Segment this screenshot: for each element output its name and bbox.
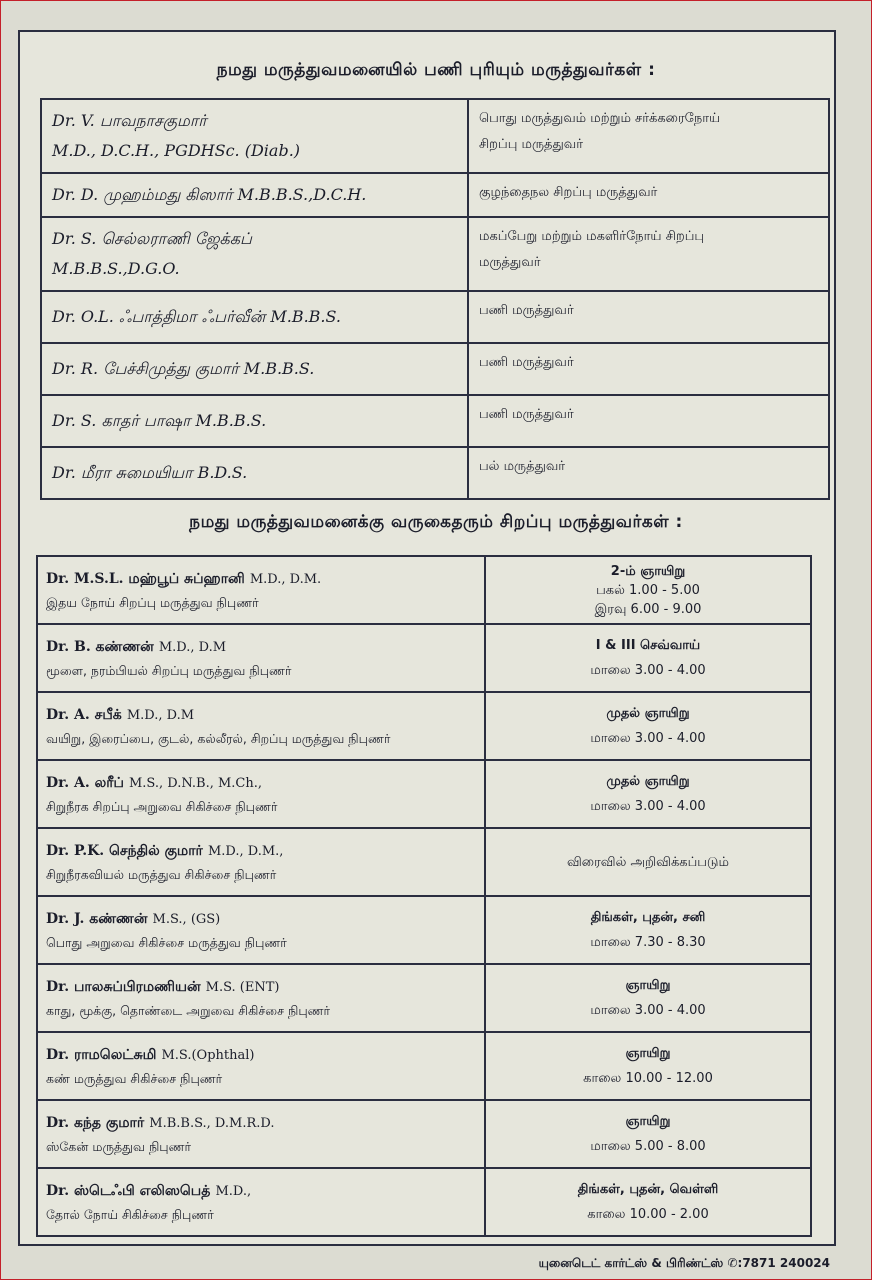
doctor-role: மகப்பேறு மற்றும் மகளிர்நோய் சிறப்பு	[479, 229, 705, 244]
doctor-qualification: M.B.B.S.,D.G.O.	[52, 259, 180, 278]
table-row	[41, 395, 829, 447]
table-row	[37, 964, 811, 1032]
table-row	[37, 896, 811, 964]
doctor-qualification: M.D., D.M	[158, 640, 227, 655]
doctor-cell	[41, 173, 468, 217]
doctor-qualification: M.D.,	[215, 1184, 252, 1199]
doctor-role-line2: சிறப்பு மருத்துவர்	[479, 137, 583, 152]
doctor-cell	[37, 828, 485, 896]
table-row	[41, 343, 829, 395]
table-row	[41, 173, 829, 217]
visit-time: மாலை 3.00 - 4.00	[590, 731, 706, 746]
doctor-cell	[37, 964, 485, 1032]
doctor-specialty: ஸ்கேன் மருத்துவ நிபுணர்	[46, 1139, 192, 1154]
doctor-name: Dr. ஸ்டெஃபி எலிஸபெத்	[46, 1183, 211, 1199]
doctor-name: Dr. B. கண்ணன்	[46, 639, 154, 655]
visit-day: ஞாயிறு	[625, 978, 671, 993]
visit-day: I & III செவ்வாய்	[595, 638, 701, 653]
doctor-cell	[37, 556, 485, 624]
visit-time: மாலை 3.00 - 4.00	[590, 1003, 706, 1018]
doctor-specialty: மூளை, நரம்பியல் சிறப்பு மருத்துவ நிபுணர்	[46, 663, 292, 678]
visit-time: மாலை 5.00 - 8.00	[590, 1139, 706, 1154]
doctor-qualification: M.S., (GS)	[152, 912, 221, 927]
doctor-role: குழந்தைநல சிறப்பு மருத்துவர்	[479, 185, 658, 200]
table-row	[41, 99, 829, 173]
visit-time-2: இரவு 6.00 - 9.00	[594, 601, 702, 617]
visit-day: முதல் ஞாயிறு	[606, 774, 690, 789]
schedule-cell	[485, 692, 811, 760]
table-row	[37, 1032, 811, 1100]
doctor-name: Dr. S. செல்லராணி ஜேக்கப்	[52, 229, 252, 248]
doctor-name: Dr. மீரா சுமையியா B.D.S.	[52, 463, 248, 482]
doctor-role: பணி மருத்துவர்	[479, 303, 574, 318]
visit-day: ஞாயிறு	[625, 1114, 671, 1129]
role-cell	[468, 217, 829, 291]
visit-time: மாலை 7.30 - 8.30	[590, 935, 706, 950]
doctor-cell	[41, 99, 468, 173]
schedule-cell	[485, 1168, 811, 1236]
doctor-role-line2: மருத்துவர்	[479, 255, 541, 270]
doctor-cell	[41, 447, 468, 499]
doctor-qualification: M.D., D.M	[126, 708, 195, 723]
visiting-doctors-table	[36, 555, 812, 1237]
doctor-cell	[41, 395, 468, 447]
schedule-cell	[485, 828, 811, 896]
visiting-doctors-heading: நமது மருத்துவமனைக்கு வருகைதரும் சிறப்பு மருத்துவர்கள் :	[189, 512, 683, 532]
doctor-role: பல் மருத்துவர்	[479, 459, 566, 474]
table-row	[41, 291, 829, 343]
visit-time: பகல் 1.00 - 5.00	[596, 582, 700, 598]
schedule-cell	[485, 760, 811, 828]
table-row	[37, 556, 811, 624]
table-row	[41, 447, 829, 499]
visit-day: 2-ம் ஞாயிறு	[610, 563, 686, 579]
doctor-specialty: வயிறு, இரைப்பை, குடல், கல்லீரல், சிறப்பு மருத்துவ நிபுணர்	[46, 731, 391, 746]
doctor-cell	[41, 291, 468, 343]
doctor-cell	[37, 1032, 485, 1100]
doctor-qualification: M.D., D.C.H., PGDHSc. (Diab.)	[52, 141, 301, 160]
doctor-name: Dr. A. சபீக்	[46, 707, 122, 723]
visit-day: திங்கள், புதன், சனி	[590, 910, 706, 925]
schedule-cell	[485, 896, 811, 964]
doctor-name: Dr. பாலசுப்பிரமணியன்	[46, 979, 201, 995]
table-row	[37, 692, 811, 760]
visit-time: காலை 10.00 - 2.00	[587, 1207, 709, 1222]
resident-doctors-heading: நமது மருத்துவமனையில் பணி புரியும் மருத்துவர்கள் :	[216, 60, 656, 80]
doctor-specialty: பொது அறுவை சிகிச்சை மருத்துவ நிபுணர்	[46, 935, 287, 950]
doctor-name: Dr. A. லரீப்	[46, 775, 124, 791]
doctor-name: Dr. R. பேச்சிமுத்து குமார் M.B.B.S.	[52, 359, 315, 378]
table-row	[41, 217, 829, 291]
doctor-specialty: சிறுநீரகவியல் மருத்துவ சிகிச்சை நிபுணர்	[46, 867, 277, 882]
doctor-name: Dr. D. முஹம்மது கிஸார் M.B.B.S.,D.C.H.	[52, 185, 367, 204]
resident-doctors-table	[40, 98, 830, 500]
doctor-specialty: காது, மூக்கு, தொண்டை அறுவை சிகிச்சை நிபுணர்	[46, 1003, 331, 1018]
doctor-name: Dr. J. கண்ணன்	[46, 911, 148, 927]
visit-time: காலை 10.00 - 12.00	[583, 1071, 713, 1086]
doctor-cell	[37, 896, 485, 964]
role-cell	[468, 173, 829, 217]
doctor-qualification: M.B.B.S., D.M.R.D.	[149, 1116, 275, 1131]
doctor-qualification: M.S., D.N.B., M.Ch.,	[128, 776, 262, 791]
visit-day: முதல் ஞாயிறு	[606, 706, 690, 721]
doctor-qualification: M.S. (ENT)	[205, 980, 280, 995]
visit-time: விரைவில் அறிவிக்கப்படும்	[567, 854, 729, 870]
visit-day: ஞாயிறு	[625, 1046, 671, 1061]
visit-day: திங்கள், புதன், வெள்ளி	[577, 1182, 719, 1197]
table-row	[37, 1168, 811, 1236]
doctor-cell	[37, 1168, 485, 1236]
doctor-qualification: M.D., D.M.	[249, 572, 322, 587]
schedule-cell	[485, 556, 811, 624]
doctor-qualification: M.S.(Ophthal)	[161, 1048, 255, 1063]
doctor-name: Dr. O.L. ஃபாத்திமா ஃபர்வீன் M.B.B.S.	[52, 307, 341, 326]
doctor-specialty: கண் மருத்துவ சிகிச்சை நிபுணர்	[46, 1071, 223, 1086]
doctor-name: Dr. கந்த குமார்	[46, 1115, 145, 1131]
visit-time: மாலை 3.00 - 4.00	[590, 799, 706, 814]
doctor-role: பொது மருத்துவம் மற்றும் சர்க்கரைநோய்	[479, 111, 721, 126]
printer-footer: யுனைடெட் கார்ட்ஸ் & பிரிண்ட்ஸ் ✆:7871 240024	[538, 1256, 830, 1270]
doctor-specialty: இதய நோய் சிறப்பு மருத்துவ நிபுணர்	[46, 595, 259, 610]
doctor-name: Dr. ராமலெட்சுமி	[46, 1047, 157, 1063]
doctor-name: Dr. P.K. செந்தில் குமார்	[46, 843, 203, 859]
schedule-cell	[485, 964, 811, 1032]
visit-time: மாலை 3.00 - 4.00	[590, 663, 706, 678]
role-cell	[468, 291, 829, 343]
doctor-cell	[37, 1100, 485, 1168]
schedule-cell	[485, 1032, 811, 1100]
doctor-cell	[37, 760, 485, 828]
doctor-specialty: சிறுநீரக சிறப்பு அறுவை சிகிச்சை நிபுணர்	[46, 799, 278, 814]
table-row	[37, 1100, 811, 1168]
role-cell	[468, 395, 829, 447]
doctor-qualification: M.D., D.M.,	[207, 844, 284, 859]
doctor-name: Dr. V. பாவநாசகுமார்	[52, 111, 207, 130]
doctor-cell	[37, 624, 485, 692]
doctor-name: Dr. S. காதர் பாஷா M.B.B.S.	[52, 411, 267, 430]
doctor-cell	[41, 343, 468, 395]
table-row	[37, 624, 811, 692]
doctor-specialty: தோல் நோய் சிகிச்சை நிபுணர்	[46, 1207, 214, 1222]
schedule-cell	[485, 1100, 811, 1168]
doctor-cell	[41, 217, 468, 291]
role-cell	[468, 447, 829, 499]
doctor-role: பணி மருத்துவர்	[479, 355, 574, 370]
doctor-role: பணி மருத்துவர்	[479, 407, 574, 422]
role-cell	[468, 99, 829, 173]
table-row	[37, 760, 811, 828]
doctor-cell	[37, 692, 485, 760]
doctor-name: Dr. M.S.L. மஹ்பூப் சுப்ஹானி	[46, 571, 245, 587]
role-cell	[468, 343, 829, 395]
table-row	[37, 828, 811, 896]
schedule-cell	[485, 624, 811, 692]
